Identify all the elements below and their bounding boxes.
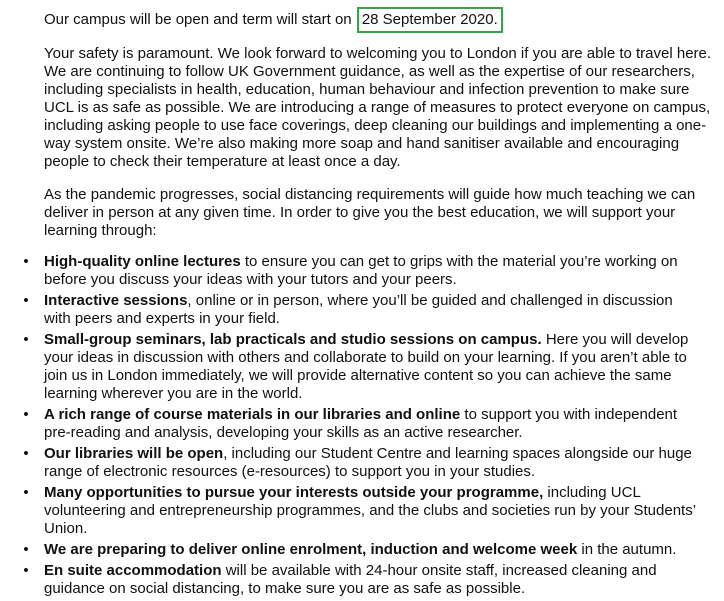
bullet-heading: A rich range of course materials in our libraries and online bbox=[44, 406, 461, 423]
bullet-text: in the autumn. bbox=[577, 541, 677, 558]
bullet-text: to support you with independent pre-reading and analysis, developing your skills as an active researcher. bbox=[44, 406, 678, 441]
bullet-heading: High-quality online lectures bbox=[44, 253, 241, 270]
bullet-text: Here you will develop your ideas in discussion with others and collaborate to build on your learning. If you aren’t able to join us in London immediately, we will provide alternative content so you can achieve the same learning wherever you are in the world. bbox=[44, 331, 689, 402]
pandemic-paragraph: As the pandemic progresses, social distancing requirements will guide how much teaching we can deliver in person at any given time. In order to give you the best education, we will support your learning through: bbox=[44, 186, 696, 239]
list-item bbox=[0, 562, 696, 598]
list-item bbox=[0, 445, 696, 481]
bullet-heading: En suite accommodation bbox=[44, 562, 222, 579]
start-date-highlight: 28 September 2020. bbox=[357, 7, 503, 33]
bullet-heading: Interactive sessions bbox=[44, 292, 188, 309]
list-item bbox=[0, 406, 696, 442]
learning-bullet-list bbox=[0, 253, 724, 601]
safety-paragraph: Your safety is paramount. We look forward to welcoming you to London if you are able to travel here. We are continuing to follow UK Government guidance, as well as the expertise of our researchers, including specialists in health, education, human behaviour and infection prevention to make sure UCL is as safe as possible. We are introducing a range of measures to protect everyone on campus, including asking people to use face coverings, deep cleaning our buildings and implementing a one-way system onsite. We’re also making more soap and hand sanitiser available and encouraging people to check their temperature at least once a day. bbox=[44, 45, 712, 170]
bullet-heading: Small-group seminars, lab practicals and studio sessions on campus. bbox=[44, 331, 542, 348]
intro-text: Our campus will be open and term will start on bbox=[44, 11, 356, 28]
bullet-text: including UCL volunteering and entrepreneurship programmes, and the clubs and societies run by your Students’ Union. bbox=[44, 484, 696, 537]
bullet-text: , including our Student Centre and learning spaces alongside our huge range of electronic resources (e-resources) to support you in your studies. bbox=[44, 445, 692, 480]
list-item bbox=[0, 331, 696, 403]
list-item bbox=[0, 484, 696, 538]
bullet-icon: • bbox=[23, 445, 29, 462]
bullet-heading: Many opportunities to pursue your interests outside your programme, bbox=[44, 484, 544, 501]
intro-paragraph bbox=[44, 11, 714, 29]
bullet-icon: • bbox=[23, 331, 29, 348]
bullet-icon: • bbox=[23, 406, 29, 423]
bullet-text: , online or in person, where you’ll be guided and challenged in discussion with peers and experts in your field. bbox=[44, 292, 673, 327]
bullet-heading: Our libraries will be open bbox=[44, 445, 224, 462]
bullet-text: to ensure you can get to grips with the material you’re working on before you discuss your ideas with your tutors and your peers. bbox=[44, 253, 678, 288]
bullet-icon: • bbox=[23, 484, 29, 501]
bullet-icon: • bbox=[23, 541, 29, 558]
bullet-icon: • bbox=[23, 562, 29, 579]
bullet-text: will be available with 24-hour onsite staff, increased cleaning and guidance on social distancing, to make sure you are as safe as possible. bbox=[44, 562, 657, 597]
list-item bbox=[0, 292, 696, 328]
list-item bbox=[0, 541, 696, 559]
bullet-icon: • bbox=[23, 253, 29, 270]
list-item bbox=[0, 253, 696, 289]
bullet-icon: • bbox=[23, 292, 29, 309]
bullet-heading: We are preparing to deliver online enrolment, induction and welcome week bbox=[44, 541, 578, 558]
